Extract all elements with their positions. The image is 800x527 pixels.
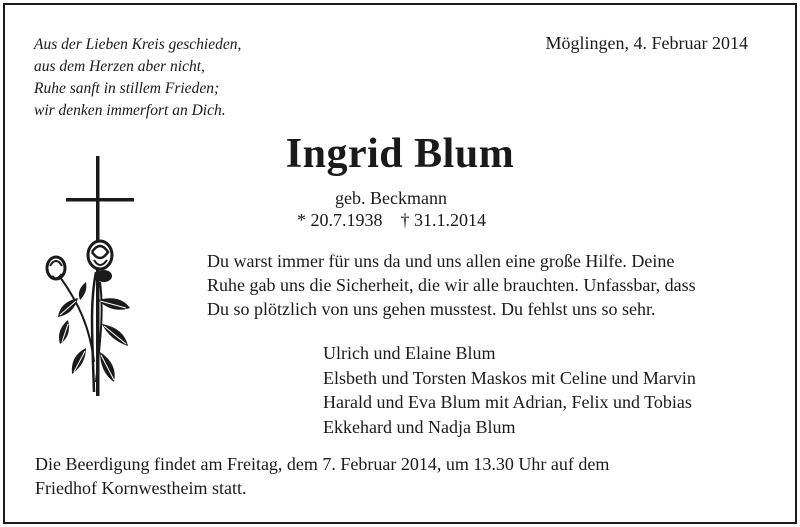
cross-with-roses-icon — [38, 152, 158, 402]
funeral-line: Friedhof Kornwestheim statt. — [35, 478, 247, 498]
life-dates — [297, 210, 486, 231]
mourner-entry: Ekkehard und Nadja Blum — [323, 416, 516, 437]
funeral-line: Die Beerdigung findet am Freitag, dem 7. Februar 2014, um 13.30 Uhr auf dem — [35, 454, 610, 474]
place-date: Möglingen, 4. Februar 2014 — [545, 33, 748, 53]
message-line: Ruhe gab uns die Sicherheit, die wir alle brauchten. Unfassbar, dass — [207, 275, 696, 295]
deceased-name-text: Ingrid Blum — [285, 131, 515, 177]
death-date: † 31.1.2014 — [400, 210, 486, 230]
poem-line: Aus der Lieben Kreis geschieden, — [34, 36, 242, 53]
mourner-entry: Elsbeth und Torsten Maskos mit Celine und Marvin — [323, 367, 696, 388]
message-line: Du warst immer für uns da und uns allen eine große Hilfe. Deine — [207, 251, 675, 271]
maiden-name: geb. Beckmann — [335, 188, 447, 208]
birth-date: * 20.7.1938 — [297, 210, 383, 230]
mourner-entry: Harald und Eva Blum mit Adrian, Felix und Tobias — [323, 392, 692, 412]
poem-line: wir denken immerfort an Dich. — [34, 102, 226, 119]
poem-line: Ruhe sanft in stillem Frieden; — [34, 80, 220, 97]
poem — [34, 34, 241, 122]
message-line: Du so plötzlich von uns gehen musstest. Du fehlst uns so sehr. — [207, 299, 656, 319]
memorial-message — [207, 249, 767, 321]
poem-line: aus dem Herzen aber nicht, — [34, 58, 205, 75]
mourner-entry: Ulrich und Elaine Blum — [323, 343, 496, 363]
funeral-notice — [35, 452, 609, 500]
mourners-list — [323, 341, 696, 439]
